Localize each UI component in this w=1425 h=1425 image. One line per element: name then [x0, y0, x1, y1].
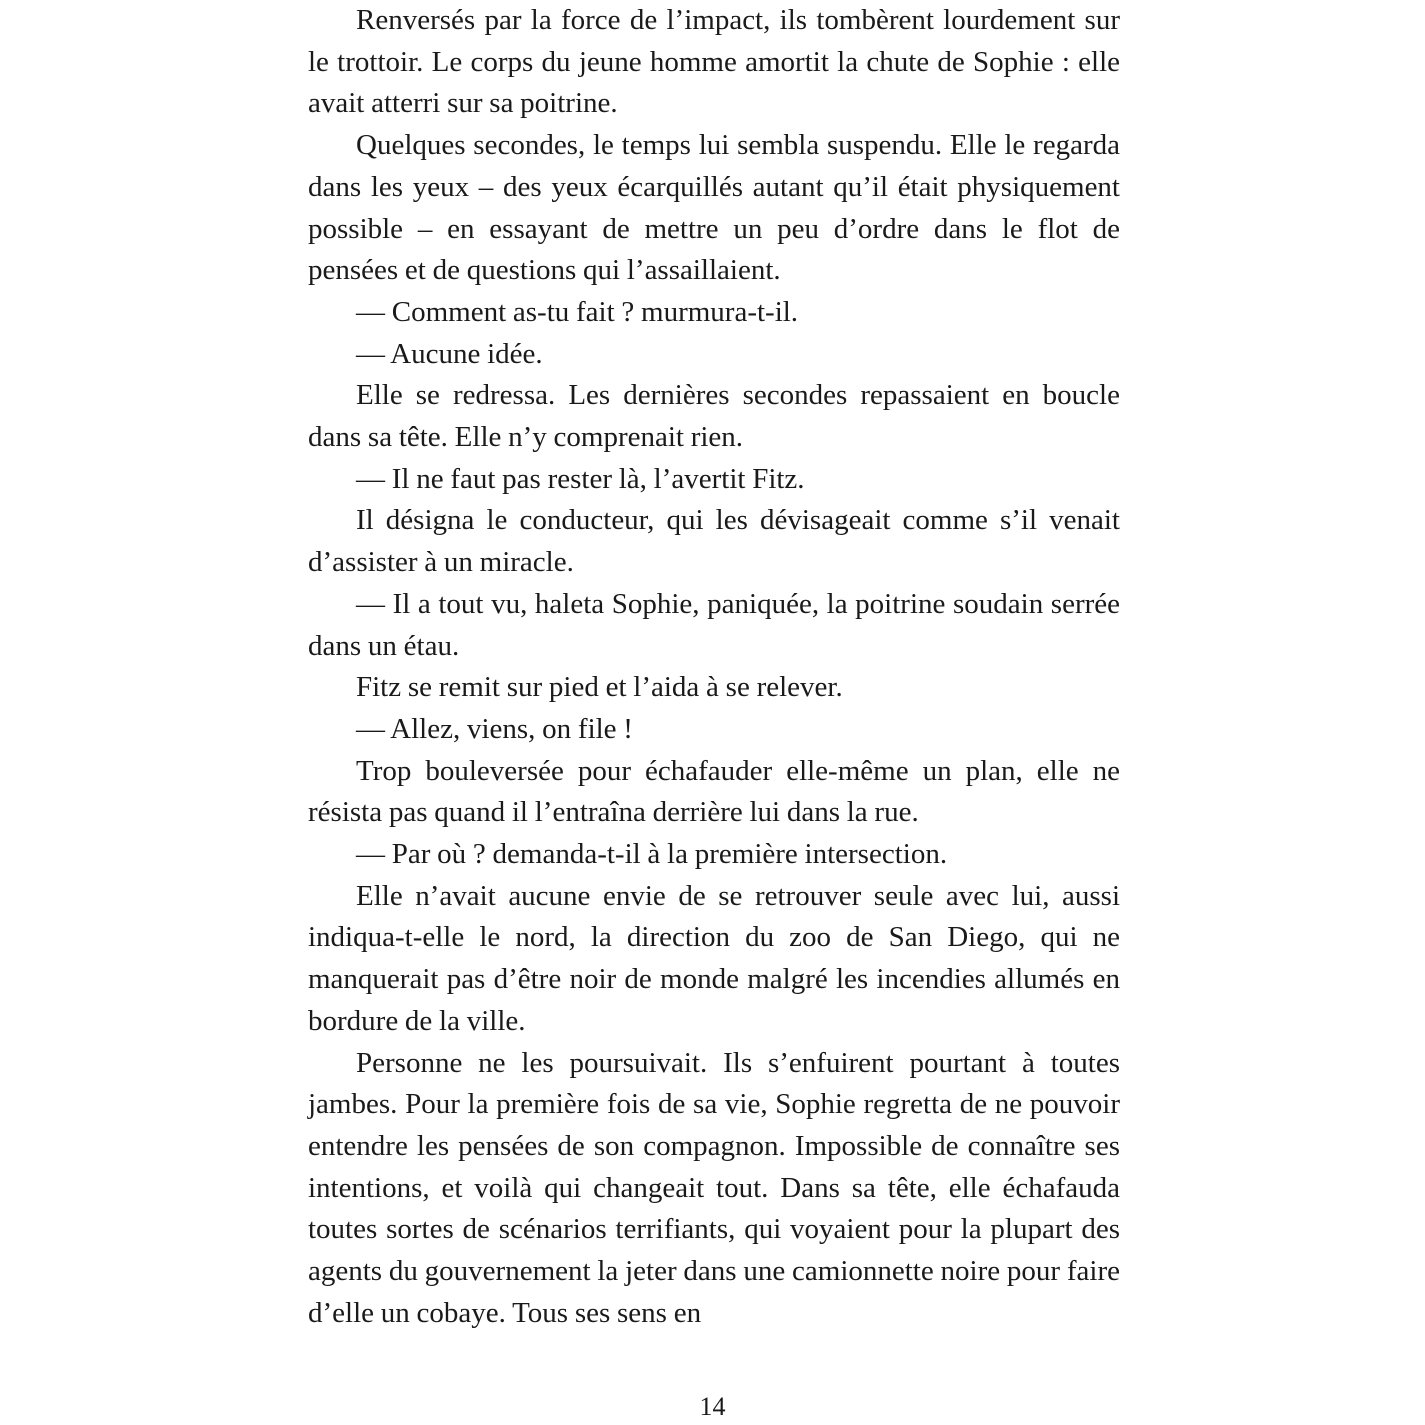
paragraph-8: — Il a tout vu, haleta Sophie, paniquée, la poitrine soudain serrée dans un étau. [308, 587, 1120, 662]
paragraph-3: — Comment as-tu fait ? murmura-t-il. [356, 295, 799, 328]
paragraph-1: Renversés par la force de l’impact, ils tombèrent lourdement sur le trottoir. Le corps du jeune homme amortit la chute de Sophie : elle avait atterri sur sa poitrine. [308, 4, 1120, 120]
paragraph-5: Elle se redressa. Les dernières secondes repassaient en boucle dans sa tête. Elle n’y comprenait rien. [308, 379, 1120, 454]
paragraph-12: — Par où ? demanda-t-il à la première intersection. [356, 838, 948, 871]
paragraph-10: — Allez, viens, on file ! [356, 712, 633, 745]
paragraph-6: — Il ne faut pas rester là, l’avertit Fitz. [356, 462, 805, 495]
paragraph-9: Fitz se remit sur pied et l’aida à se relever. [356, 671, 843, 704]
paragraph-13: Elle n’avait aucune envie de se retrouver seule avec lui, aussi indiqua-t-elle le nord, la direction du zoo de San Diego, qui ne manquerait pas d’être noir de monde malgré les incendies allumés en bordure de la ville. [308, 879, 1120, 1037]
paragraph-4: — Aucune idée. [356, 337, 543, 370]
paragraph-2: Quelques secondes, le temps lui sembla suspendu. Elle le regarda dans les yeux – des yeux écarquillés autant qu’il était physiquement possible – en essayant de mettre un peu d’ordre dans le flot de pensées et de questions qui l’assaillaient. [308, 129, 1120, 287]
page-body [308, 0, 1120, 1335]
paragraph-7: Il désigna le conducteur, qui les dévisageait comme s’il venait d’assister à un miracle. [308, 504, 1120, 579]
page-number: 14 [699, 1392, 726, 1421]
paragraph-11: Trop bouleversée pour échafauder elle-même un plan, elle ne résista pas quand il l’entraîna derrière lui dans la rue. [308, 754, 1120, 829]
paragraph-14: Personne ne les poursuivait. Ils s’enfuirent pourtant à toutes jambes. Pour la première fois de sa vie, Sophie regretta de ne pouvoir entendre les pensées de son compagnon. Impossible de connaître ses intentions, et voilà qui changeait tout. Dans sa tête, elle échafauda toutes sortes de scénarios terrifiants, qui voyaient pour la plupart des agents du gouvernement la jeter dans une camionnette noire pour faire d’elle un cobaye. Tous ses sens en [308, 1046, 1120, 1329]
